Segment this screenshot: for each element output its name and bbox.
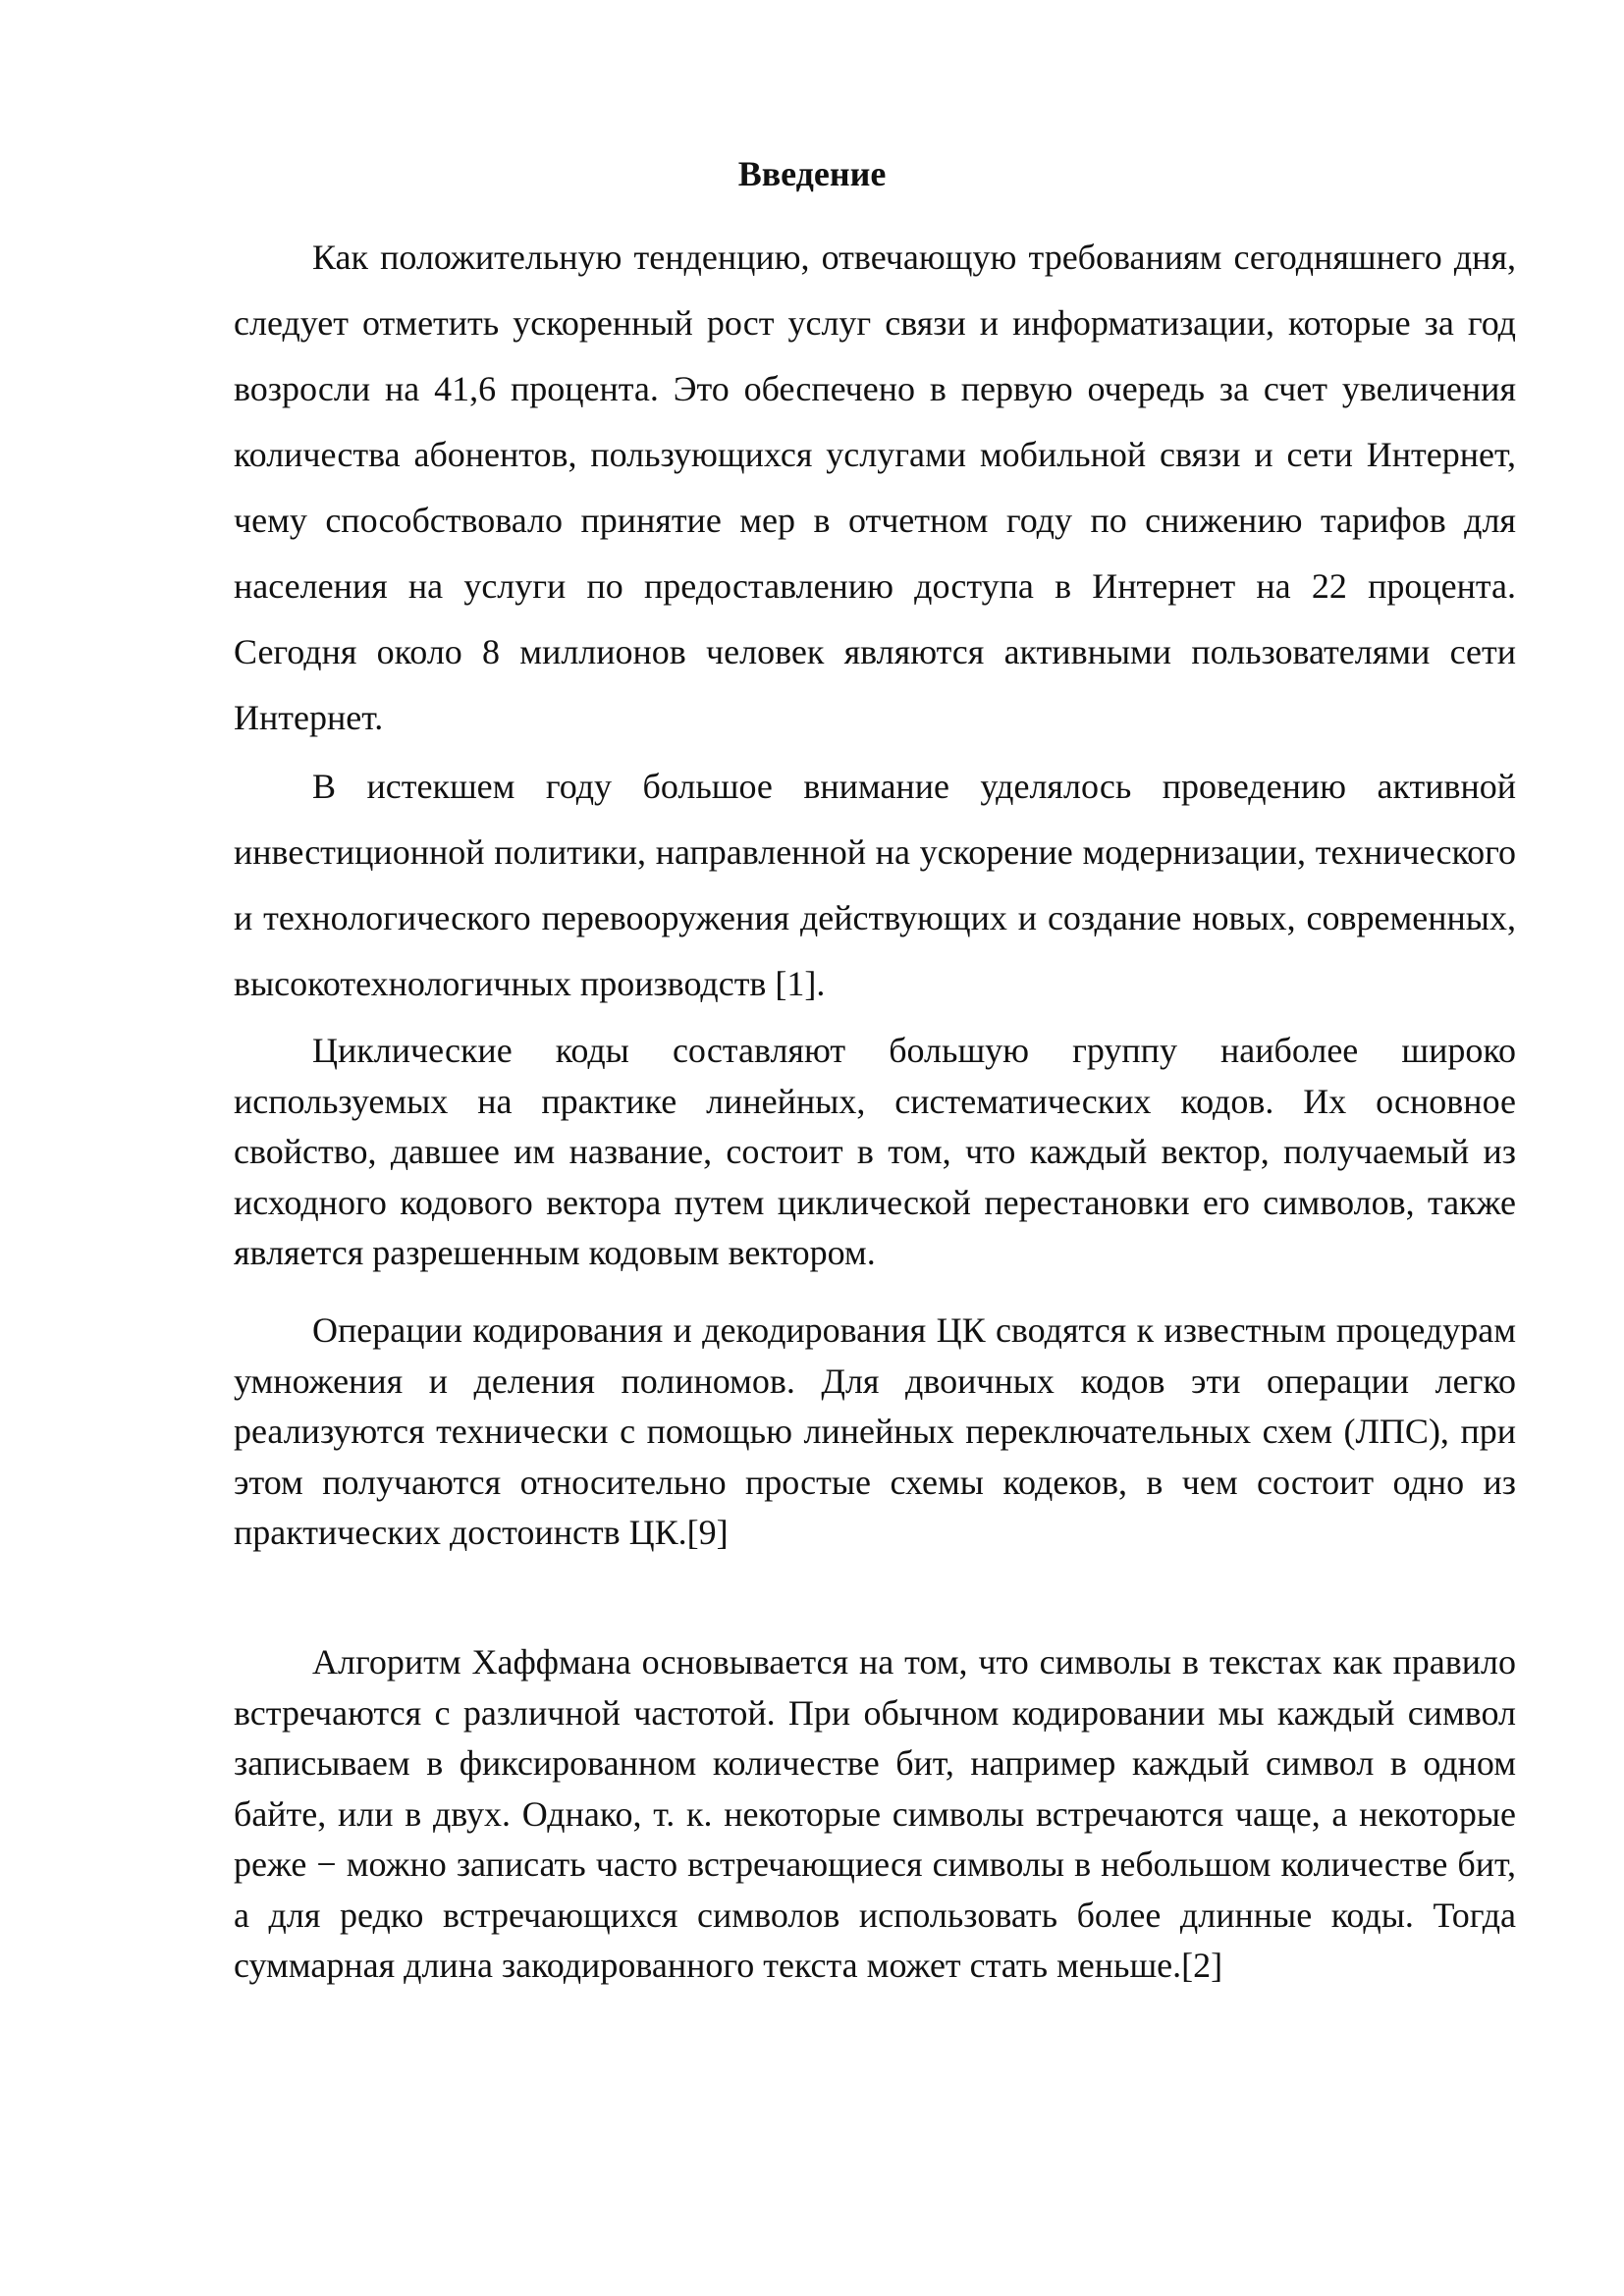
paragraph-cyclic-codes: Циклические коды составляют большую группу наиболее широко используемых на практике линейных, систематических кодов. Их основное свойство, давшее им название, состоит в том, что каждый вектор, получаемый из исходного кодового вектора путем циклической перестановки его символов, также является разрешенным кодовым вектором.	[234, 1031, 1516, 1272]
paragraph-intro-growth: Как положительную тенденцию, отвечающую требованиям сегодняшнего дня, следует отметить ускоренный рост услуг связи и информатизации, которые за год возросли на 41,6 процента. Это обеспечено в первую очередь за счет увеличения количества абонентов, пользующихся услугами мобильной связи и сети Интернет, чему способствовало принятие мер в отчетном году по снижению тарифов для населения на услуги по предоставлению доступа в Интернет на 22 процента. Сегодня около 8 миллионов человек являются активными пользователями сети Интернет.	[234, 238, 1516, 737]
paragraph-huffman-algorithm: Алгоритм Хаффмана основывается на том, что символы в текстах как правило встречаются с различной частотой. При обычном кодировании мы каждый символ записываем в фиксированном количестве бит, например каждый символ в одном байте, или в двух. Однако, т. к. некоторые символы встречаются чаще, а некоторые реже − можно записать часто встречающиеся символы в небольшом количестве бит, а для редко встречающихся символов использовать более длинные коды. Тогда суммарная длина закодированного текста может стать меньше.[2]	[234, 1642, 1516, 1985]
paragraph-investment-policy: В истекшем году большое внимание уделялось проведению активной инвестиционной политики, направленной на ускорение модернизации, технического и технологического перевооружения действующих и создание новых, современных, высокотехнологичных производств [1].	[234, 767, 1516, 1003]
page-title: Введение	[737, 154, 887, 193]
paragraph-encoding-operations: Операции кодирования и декодирования ЦК сводятся к известным процедурам умножения и деления полиномов. Для двоичных кодов эти операции легко реализуются технически с помощью линейных переключательных схем (ЛПС), при этом получаются относительно простые схемы кодеков, в чем состоит одно из практических достоинств ЦК.[9]	[234, 1310, 1516, 1552]
